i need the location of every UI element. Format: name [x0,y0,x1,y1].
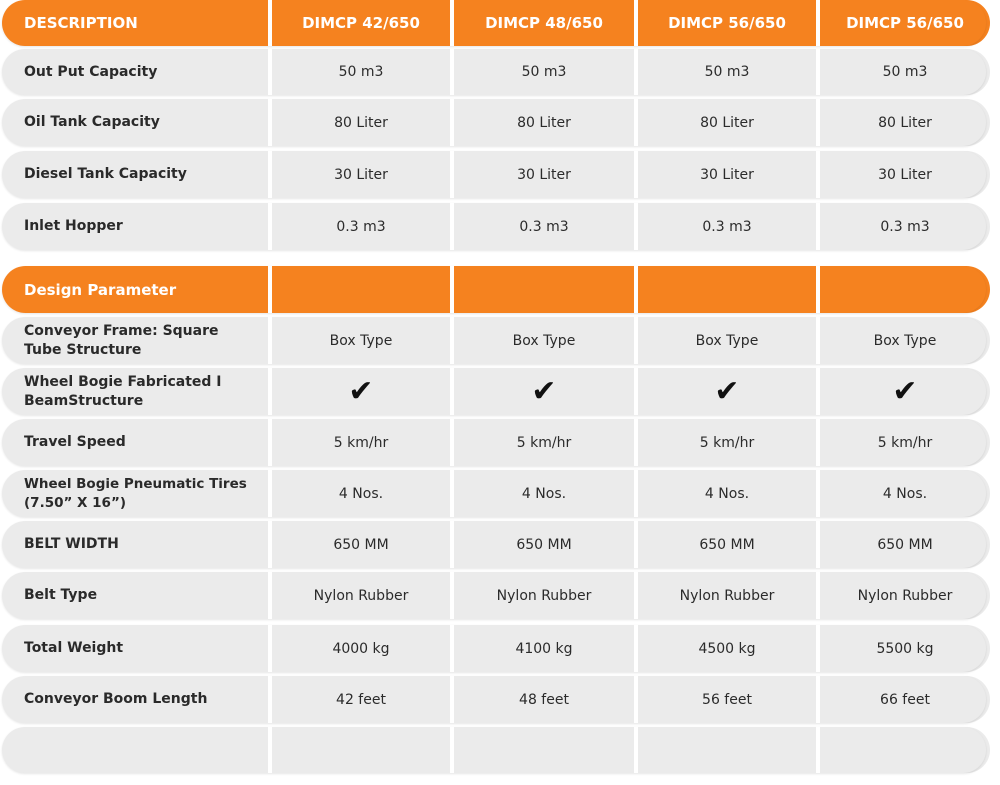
check-cell [638,368,816,415]
header-model-2: DIMCP 48/650 [454,0,634,46]
empty-cell [638,727,816,773]
section-spacer [454,266,634,313]
row-label: Oil Tank Capacity [2,99,268,146]
row-value: 56 feet [638,676,816,723]
section-header [2,266,986,313]
row-value: 4 Nos. [454,470,634,517]
table-row [2,470,986,517]
row-value: 50 m3 [638,49,816,95]
checkmark-icon: ✔ [531,373,557,409]
row-value: 4000 kg [272,625,450,672]
row-value: 50 m3 [454,49,634,95]
row-label: Total Weight [2,625,268,672]
check-cell [454,368,634,415]
checkmark-icon: ✔ [892,373,918,409]
checkmark-icon: ✔ [348,373,374,409]
table-row [2,99,986,146]
row-value: 48 feet [454,676,634,723]
section-title: Design Parameter [2,266,268,313]
row-value: Box Type [638,317,816,364]
row-label: Inlet Hopper [2,203,268,250]
row-value: 30 Liter [638,151,816,198]
table-row [2,625,986,672]
check-cell [820,368,990,415]
header-model-3: DIMCP 56/650 [638,0,816,46]
row-value: 650 MM [638,521,816,568]
table-row [2,572,986,619]
row-value: 5 km/hr [454,419,634,466]
row-value: 650 MM [454,521,634,568]
row-label: Wheel Bogie Pneumatic Tires (7.50” X 16”) [2,470,268,517]
empty-cell [2,727,268,773]
row-value: 4 Nos. [820,470,990,517]
row-value: 80 Liter [638,99,816,146]
row-value: 5500 kg [820,625,990,672]
section-spacer [638,266,816,313]
row-value: 66 feet [820,676,990,723]
row-value: 80 Liter [272,99,450,146]
row-label: Conveyor Boom Length [2,676,268,723]
row-value: 4 Nos. [638,470,816,517]
check-cell [272,368,450,415]
row-value: 30 Liter [820,151,990,198]
row-value: 650 MM [272,521,450,568]
row-value: 80 Liter [454,99,634,146]
row-value: 5 km/hr [820,419,990,466]
row-value: 4 Nos. [272,470,450,517]
header-model-1: DIMCP 42/650 [272,0,450,46]
table-header [2,0,986,46]
row-label: Travel Speed [2,419,268,466]
row-value: 0.3 m3 [820,203,990,250]
row-label: Conveyor Frame: Square Tube Structure [2,317,268,364]
table-row [2,203,986,250]
row-value: Nylon Rubber [272,572,450,619]
header-description: DESCRIPTION [2,0,268,46]
row-value: 42 feet [272,676,450,723]
row-value: 5 km/hr [638,419,816,466]
row-value: 30 Liter [272,151,450,198]
row-value: 50 m3 [820,49,990,95]
row-value: Box Type [454,317,634,364]
row-value: Nylon Rubber [454,572,634,619]
row-value: 30 Liter [454,151,634,198]
row-value: Nylon Rubber [638,572,816,619]
row-value: Box Type [820,317,990,364]
table-row [2,676,986,723]
row-value: 0.3 m3 [638,203,816,250]
empty-cell [454,727,634,773]
table-row [2,317,986,364]
row-value: 650 MM [820,521,990,568]
row-label: BELT WIDTH [2,521,268,568]
row-value: 0.3 m3 [454,203,634,250]
section-spacer [272,266,450,313]
empty-row [2,727,986,773]
row-value: Box Type [272,317,450,364]
table-row [2,49,986,95]
table-row [2,151,986,198]
row-label: Out Put Capacity [2,49,268,95]
checkmark-icon: ✔ [714,373,740,409]
row-label: Belt Type [2,572,268,619]
row-value: 0.3 m3 [272,203,450,250]
header-model-4: DIMCP 56/650 [820,0,990,46]
row-label: Diesel Tank Capacity [2,151,268,198]
table-row [2,368,986,415]
row-value: 80 Liter [820,99,990,146]
empty-cell [272,727,450,773]
row-value: 50 m3 [272,49,450,95]
row-value: 4100 kg [454,625,634,672]
table-row [2,521,986,568]
row-value: Nylon Rubber [820,572,990,619]
section-spacer [820,266,990,313]
row-label: Wheel Bogie Fabricated I BeamStructure [2,368,268,415]
row-value: 4500 kg [638,625,816,672]
empty-cell [820,727,990,773]
row-value: 5 km/hr [272,419,450,466]
table-row [2,419,986,466]
